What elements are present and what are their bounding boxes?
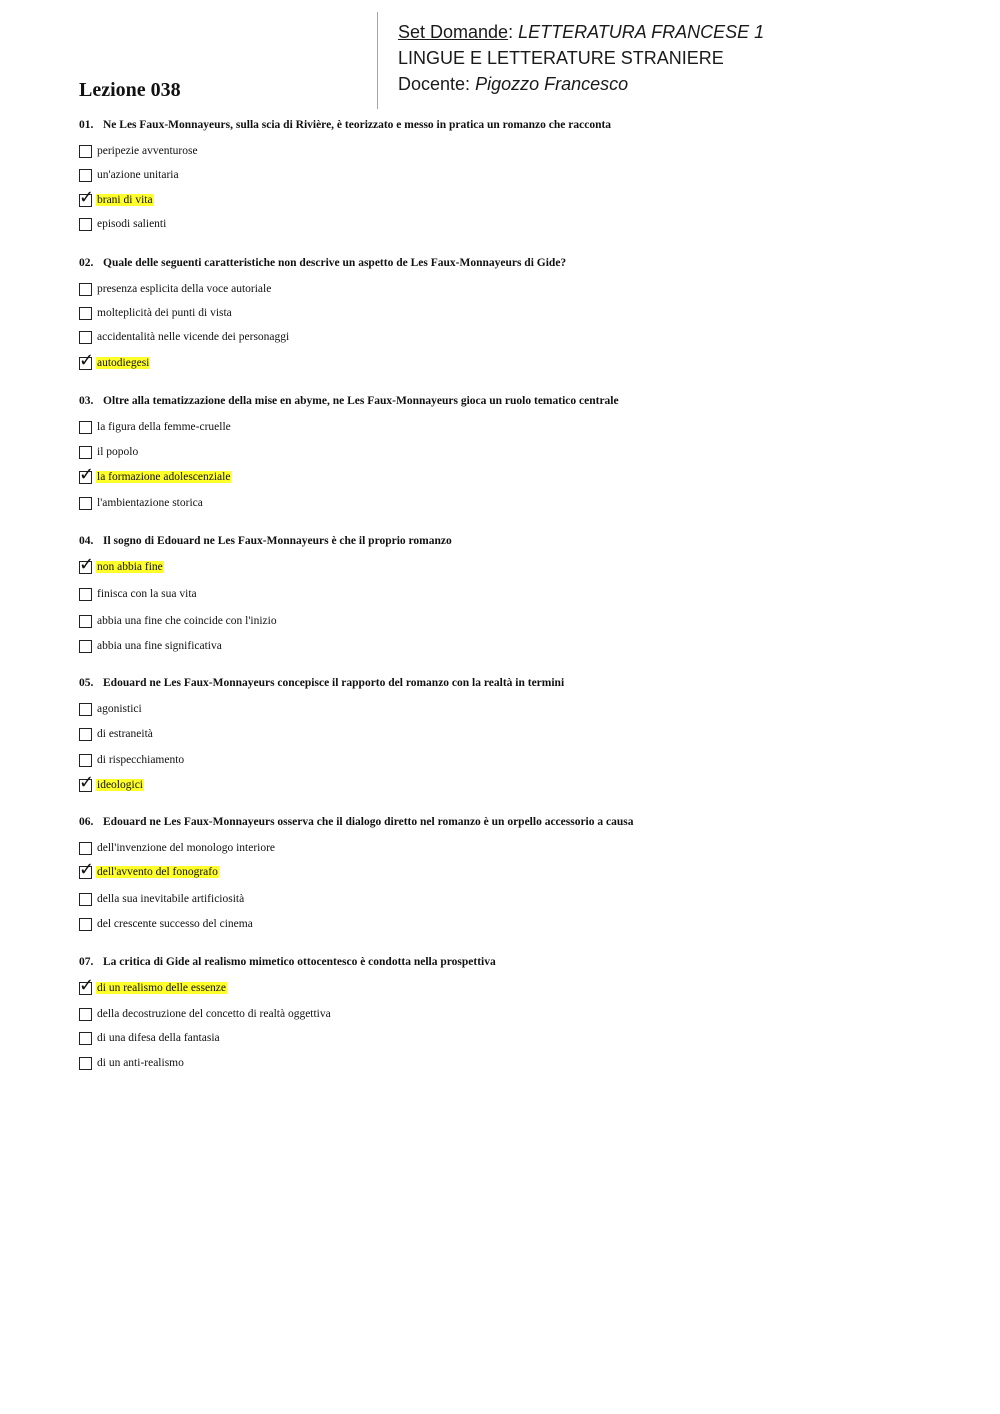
answer-option[interactable] bbox=[79, 494, 204, 512]
checkbox-checked[interactable] bbox=[79, 349, 95, 371]
answer-label: non abbia fine bbox=[97, 561, 163, 573]
checkbox-checked[interactable] bbox=[79, 858, 95, 880]
checkbox-checked[interactable] bbox=[79, 974, 95, 996]
question-text bbox=[79, 956, 939, 970]
answer-label: presenza esplicita della voce autoriale bbox=[97, 283, 272, 295]
checkbox[interactable] bbox=[79, 169, 92, 182]
answer-label: di un realismo delle essenze bbox=[97, 982, 227, 994]
question-prompt: Quale delle seguenti caratteristiche non descrive un aspetto de Les Faux-Monnayeurs di Gide? bbox=[103, 257, 567, 269]
answer-option[interactable] bbox=[79, 1005, 332, 1023]
question-1 bbox=[79, 119, 939, 230]
checkbox[interactable] bbox=[79, 331, 92, 344]
answer-label: l'ambientazione storica bbox=[97, 497, 203, 509]
answer-option[interactable] bbox=[79, 215, 167, 233]
teacher-line bbox=[398, 74, 628, 95]
teacher-name: Pigozzo Francesco bbox=[475, 74, 629, 94]
course-name: LETTERATURA FRANCESE 1 bbox=[518, 22, 765, 42]
answer-option[interactable] bbox=[79, 553, 164, 576]
answer-label: un'azione unitaria bbox=[97, 169, 179, 181]
answer-label: di una difesa della fantasia bbox=[97, 1032, 220, 1044]
question-prompt: Il sogno di Edouard ne Les Faux-Monnayeurs è che il proprio romanzo bbox=[103, 535, 452, 547]
answer-label: dell'avvento del fonografo bbox=[97, 866, 218, 878]
answer-option[interactable] bbox=[79, 328, 290, 346]
answer-option[interactable] bbox=[79, 700, 143, 718]
answer-label: agonistici bbox=[97, 703, 142, 715]
checkbox[interactable] bbox=[79, 1032, 92, 1045]
checkbox[interactable] bbox=[79, 842, 92, 855]
answer-option[interactable] bbox=[79, 974, 227, 997]
checkbox[interactable] bbox=[79, 283, 92, 296]
question-prompt: Edouard ne Les Faux-Monnayeurs concepisce il rapporto del romanzo con la realtà in termini bbox=[103, 677, 565, 689]
answer-option[interactable] bbox=[79, 637, 223, 655]
question-text bbox=[79, 257, 939, 271]
answer-label: abbia una fine significativa bbox=[97, 640, 222, 652]
question-text bbox=[79, 395, 939, 409]
answer-option[interactable] bbox=[79, 186, 154, 209]
answer-option[interactable] bbox=[79, 751, 185, 769]
header-set-line: Set Domande: LETTERATURA FRANCESE 1 bbox=[398, 22, 765, 42]
answer-label: di estraneità bbox=[97, 728, 153, 740]
checkbox[interactable] bbox=[79, 421, 92, 434]
answer-option[interactable] bbox=[79, 1054, 185, 1072]
question-text bbox=[79, 535, 939, 549]
answer-label: la figura della femme-cruelle bbox=[97, 421, 231, 433]
answer-label: di un anti-realismo bbox=[97, 1057, 184, 1069]
checkbox[interactable] bbox=[79, 640, 92, 653]
answer-option[interactable] bbox=[79, 463, 231, 486]
answer-option[interactable] bbox=[79, 166, 180, 184]
checkbox-checked[interactable] bbox=[79, 463, 95, 485]
question-5 bbox=[79, 677, 939, 793]
question-4 bbox=[79, 535, 939, 652]
answer-option[interactable] bbox=[79, 349, 150, 372]
question-number: 06. bbox=[79, 816, 94, 828]
answer-label: della sua inevitabile artificiosità bbox=[97, 893, 245, 905]
checkbox[interactable] bbox=[79, 893, 92, 906]
checkbox-checked[interactable] bbox=[79, 553, 95, 575]
answer-label: peripezie avventurose bbox=[97, 145, 198, 157]
checkbox[interactable] bbox=[79, 754, 92, 767]
answer-label: abbia una fine che coincide con l'inizio bbox=[97, 615, 277, 627]
check-mark-icon: ✓ bbox=[79, 553, 95, 575]
answer-option[interactable] bbox=[79, 890, 245, 908]
checkbox[interactable] bbox=[79, 1057, 92, 1070]
question-number: 03. bbox=[79, 395, 94, 407]
question-number: 04. bbox=[79, 535, 94, 547]
check-mark-icon: ✓ bbox=[79, 463, 95, 485]
checkbox[interactable] bbox=[79, 307, 92, 320]
question-2 bbox=[79, 257, 939, 371]
question-prompt: La critica di Gide al realismo mimetico ottocentesco è condotta nella prospettiva bbox=[103, 956, 496, 968]
check-mark-icon: ✓ bbox=[79, 858, 95, 880]
checkbox[interactable] bbox=[79, 218, 92, 231]
answer-label: di rispecchiamento bbox=[97, 754, 185, 766]
answer-label: brani di vita bbox=[97, 194, 153, 206]
checkbox[interactable] bbox=[79, 446, 92, 459]
question-6 bbox=[79, 816, 939, 930]
checkbox[interactable] bbox=[79, 1008, 92, 1021]
answer-label: dell'invenzione del monologo interiore bbox=[97, 842, 276, 854]
answer-option[interactable] bbox=[79, 304, 233, 322]
question-3 bbox=[79, 395, 939, 509]
checkbox[interactable] bbox=[79, 728, 92, 741]
teacher-label: Docente: bbox=[398, 74, 471, 94]
check-mark-icon: ✓ bbox=[79, 186, 95, 208]
answer-option[interactable] bbox=[79, 612, 278, 630]
checkbox-checked[interactable] bbox=[79, 771, 95, 793]
question-prompt: Ne Les Faux-Monnayeurs, sulla scia di Rivière, è teorizzato e messo in pratica un romanzo che racconta bbox=[103, 119, 612, 131]
answer-label: autodiegesi bbox=[97, 357, 150, 369]
answer-option[interactable] bbox=[79, 839, 276, 857]
degree-name: LINGUE E LETTERATURE STRANIERE bbox=[398, 48, 724, 68]
answer-option[interactable] bbox=[79, 1029, 221, 1047]
question-number: 07. bbox=[79, 956, 94, 968]
answer-label: del crescente successo del cinema bbox=[97, 918, 253, 930]
answer-option[interactable] bbox=[79, 418, 232, 436]
lesson-title: Lezione 038 bbox=[79, 79, 181, 101]
answer-option[interactable] bbox=[79, 858, 219, 881]
answer-label: molteplicità dei punti di vista bbox=[97, 307, 232, 319]
course-header bbox=[377, 12, 938, 109]
answer-option[interactable] bbox=[79, 725, 154, 743]
question-number: 05. bbox=[79, 677, 94, 689]
checkbox[interactable] bbox=[79, 145, 92, 158]
answer-option[interactable] bbox=[79, 142, 199, 160]
question-prompt: Oltre alla tematizzazione della mise en abyme, ne Les Faux-Monnayeurs gioca un ruolo tematico centrale bbox=[103, 395, 619, 407]
answer-option[interactable] bbox=[79, 915, 254, 933]
answer-option[interactable] bbox=[79, 443, 139, 461]
question-number: 02. bbox=[79, 257, 94, 269]
answer-label: ideologici bbox=[97, 779, 143, 791]
check-mark-icon: ✓ bbox=[79, 349, 95, 371]
checkbox[interactable] bbox=[79, 497, 92, 510]
set-label: Set Domande bbox=[398, 22, 509, 42]
question-7 bbox=[79, 956, 939, 1069]
answer-option[interactable] bbox=[79, 280, 272, 298]
answer-label: il popolo bbox=[97, 446, 139, 458]
checkbox[interactable] bbox=[79, 703, 92, 716]
checkbox[interactable] bbox=[79, 615, 92, 628]
check-mark-icon: ✓ bbox=[79, 974, 95, 996]
check-mark-icon: ✓ bbox=[79, 771, 95, 793]
checkbox-checked[interactable] bbox=[79, 186, 95, 208]
question-prompt: Edouard ne Les Faux-Monnayeurs osserva che il dialogo diretto nel romanzo è un orpello accessorio a causa bbox=[103, 816, 634, 828]
answer-label: finisca con la sua vita bbox=[97, 588, 197, 600]
answer-option[interactable] bbox=[79, 585, 198, 603]
question-number: 01. bbox=[79, 119, 94, 131]
answer-label: la formazione adolescenziale bbox=[97, 471, 231, 483]
checkbox[interactable] bbox=[79, 588, 92, 601]
question-text bbox=[79, 816, 939, 830]
answer-label: episodi salienti bbox=[97, 218, 167, 230]
answer-label: della decostruzione del concetto di realtà oggettiva bbox=[97, 1008, 331, 1020]
answer-option[interactable] bbox=[79, 771, 144, 794]
question-text bbox=[79, 119, 939, 133]
checkbox[interactable] bbox=[79, 918, 92, 931]
question-text bbox=[79, 677, 939, 691]
answer-label: accidentalità nelle vicende dei personaggi bbox=[97, 331, 290, 343]
